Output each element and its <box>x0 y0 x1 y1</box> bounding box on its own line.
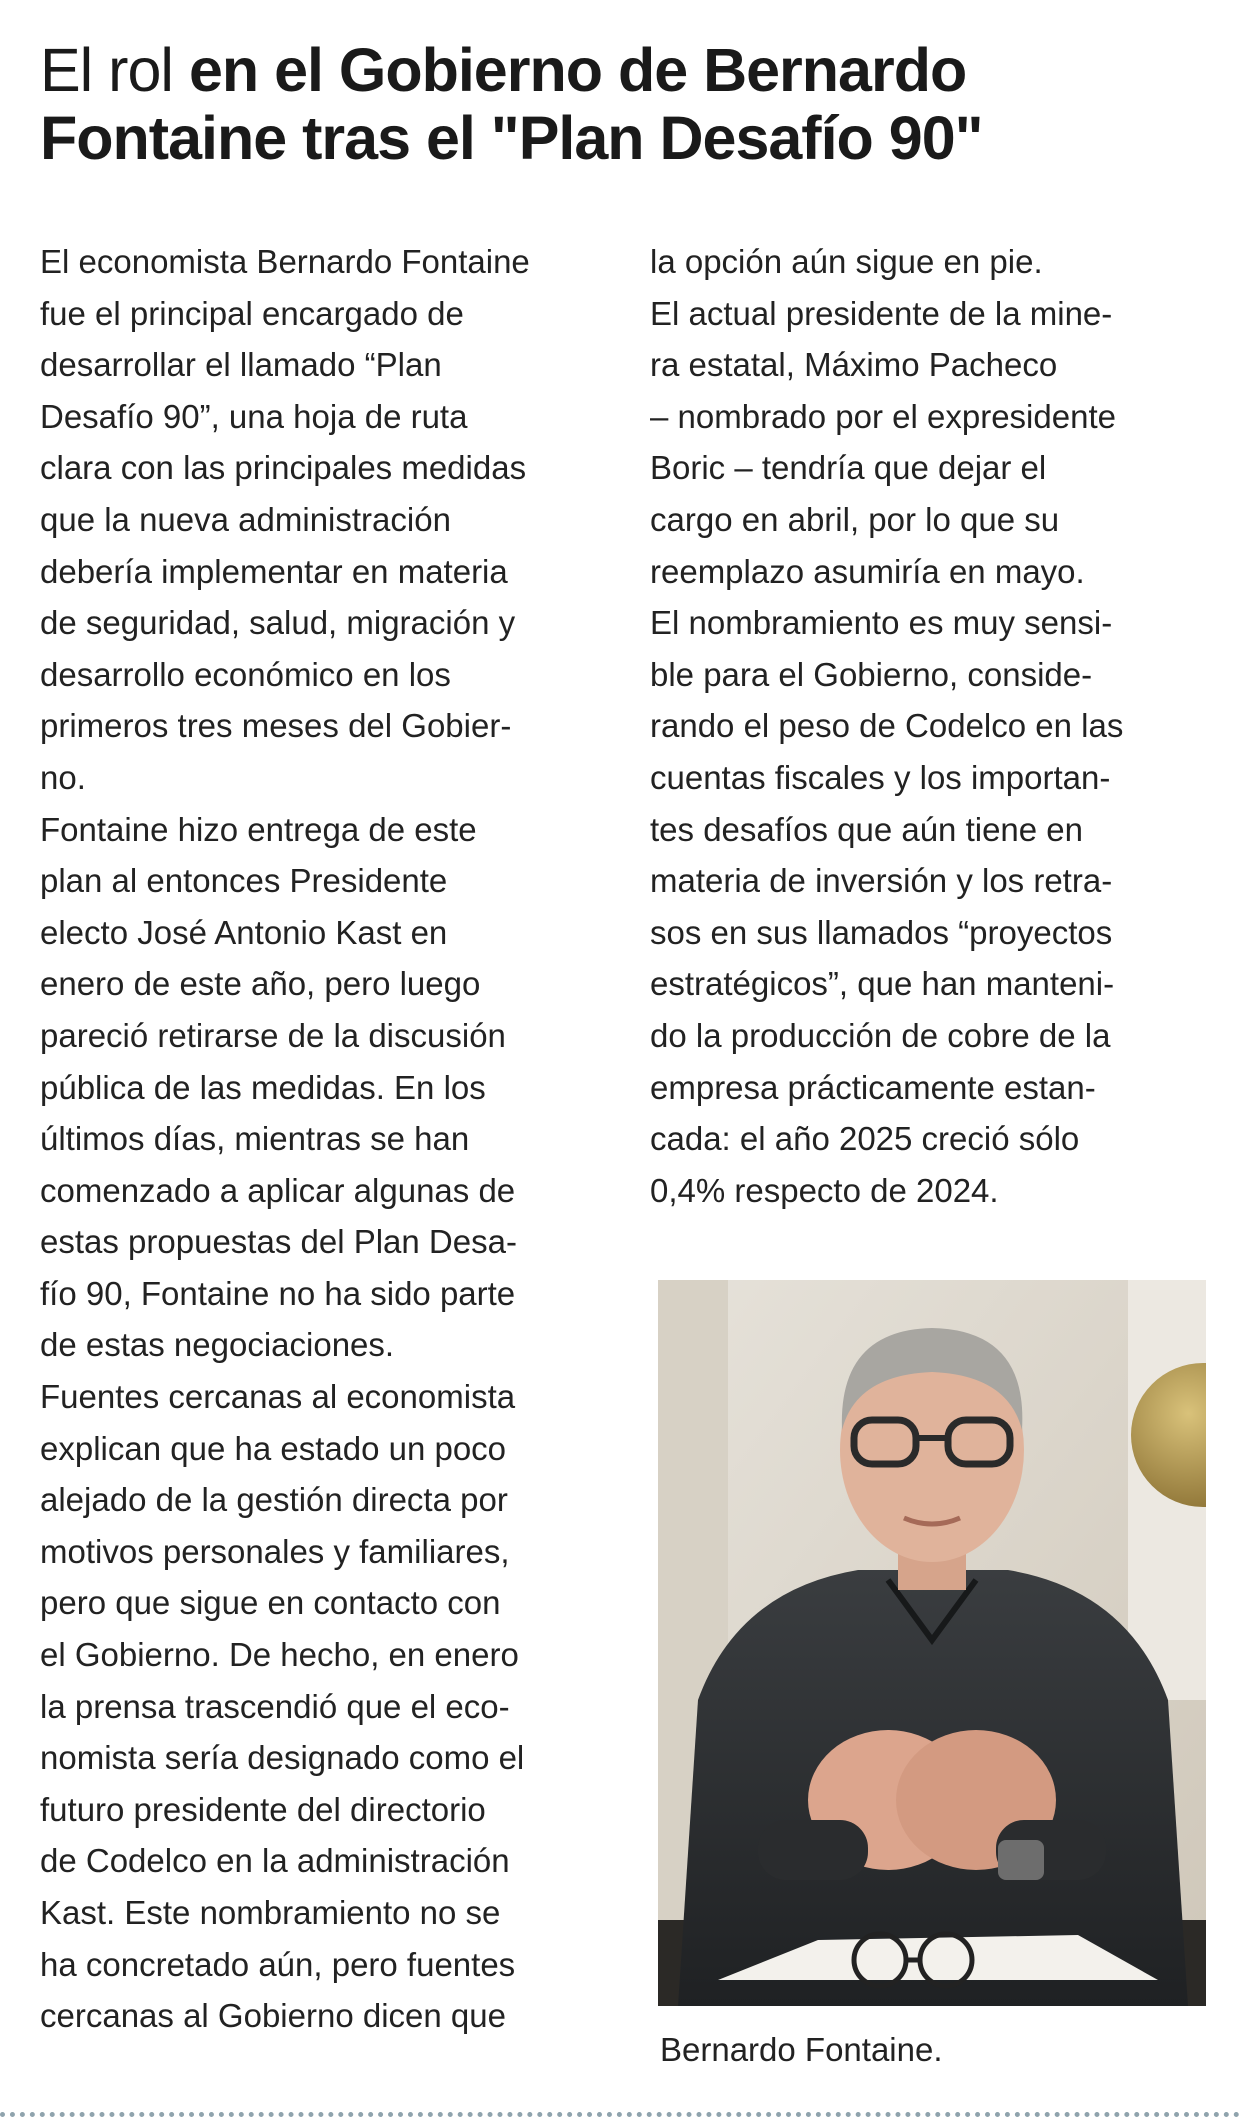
right-column-line: materia de inversión y los retra- <box>650 862 1113 900</box>
left-column-line: desarrollo económico en los <box>40 655 451 693</box>
right-column-line: El nombramiento es muy sensi- <box>650 604 1113 642</box>
left-column-line: Fuentes cercanas al economista <box>40 1378 516 1416</box>
left-column-line: futuro presidente del directorio <box>40 1790 486 1828</box>
right-column-line: reemplazo asumiría en mayo. <box>650 552 1085 590</box>
headline <box>40 36 1200 172</box>
right-column-line: cargo en abril, por lo que su <box>650 500 1060 538</box>
right-column-line: cada: el año 2025 creció sólo <box>650 1120 1080 1158</box>
left-column-line: últimos días, mientras se han <box>40 1120 470 1158</box>
left-column-line: ha concretado aún, pero fuentes <box>40 1945 516 1983</box>
left-column-line: debería implementar en materia <box>40 552 508 590</box>
right-column-line: cuentas fiscales y los importan- <box>650 758 1111 796</box>
left-column-line: pública de las medidas. En los <box>40 1068 486 1106</box>
portrait-photo <box>658 1280 1206 2006</box>
left-column-line: no. <box>40 758 86 796</box>
left-column-line: de estas negociaciones. <box>40 1326 395 1364</box>
left-column-line: Kast. Este nombramiento no se <box>40 1894 501 1931</box>
left-column-line: nomista sería designado como el <box>40 1739 525 1777</box>
right-column-line: estratégicos”, que han manteni- <box>650 965 1115 1003</box>
right-column-line: rando el peso de Codelco en las <box>650 707 1124 745</box>
right-column-line: sos en sus llamados “proyectos <box>650 913 1113 951</box>
right-column-line: la opción aún sigue en pie. <box>650 243 1043 280</box>
left-column-line: fío 90, Fontaine no ha sido parte <box>40 1274 516 1312</box>
left-column-line: de Codelco en la administración <box>40 1842 510 1880</box>
right-column <box>650 236 1210 1216</box>
right-column-line: – nombrado por el expresidente <box>650 397 1116 435</box>
headline-bold-1: en el Gobierno de Bernardo <box>188 36 967 104</box>
left-column-line: la prensa trascendió que el eco- <box>40 1687 510 1725</box>
left-column-line: clara con las principales medidas <box>40 449 527 487</box>
left-column-line: alejado de la gestión directa por <box>40 1481 508 1519</box>
left-column-line: enero de este año, pero luego <box>40 965 481 1003</box>
left-column-line: explican que ha estado un poco <box>40 1429 507 1467</box>
left-column-line: Desafío 90”, una hoja de ruta <box>40 397 468 435</box>
left-column-line: El economista Bernardo Fontaine <box>40 243 530 280</box>
left-column-line: Fontaine hizo entrega de este <box>40 810 477 848</box>
left-column-line: pareció retirarse de la discusión <box>40 1016 506 1054</box>
right-column-line: ble para el Gobierno, conside- <box>650 655 1093 693</box>
right-column-line: tes desafíos que aún tiene en <box>650 810 1083 848</box>
left-column-line: cercanas al Gobierno dicen que <box>40 1997 506 2035</box>
left-column-line: electo José Antonio Kast en <box>40 913 448 951</box>
left-column-line: fue el principal encargado de <box>40 294 464 332</box>
portrait-illustration <box>658 1280 1206 2006</box>
left-column-line: que la nueva administración <box>40 500 451 538</box>
headline-light: El rol <box>40 36 189 104</box>
right-column-line: empresa prácticamente estan- <box>650 1068 1096 1106</box>
left-column-line: estas propuestas del Plan Desa- <box>40 1223 517 1261</box>
left-column-line: desarrollar el llamado “Plan <box>40 346 442 384</box>
left-column-line: el Gobierno. De hecho, en enero <box>40 1636 519 1674</box>
headline-bold-2: Fontaine tras el "Plan Desafío 90" <box>40 104 983 172</box>
left-column-line: comenzado a aplicar algunas de <box>40 1171 516 1209</box>
right-column-line: ra estatal, Máximo Pacheco <box>650 346 1058 384</box>
right-column-line: Boric – tendría que dejar el <box>650 449 1047 487</box>
left-column-line: primeros tres meses del Gobier- <box>40 707 512 745</box>
dotted-separator <box>0 2112 1240 2117</box>
right-column-line: 0,4% respecto de 2024. <box>650 1171 999 1209</box>
left-column-line: pero que sigue en contacto con <box>40 1584 501 1622</box>
left-column-line: motivos personales y familiares, <box>40 1532 510 1570</box>
left-column-line: plan al entonces Presidente <box>40 862 448 900</box>
right-column-line: do la producción de cobre de la <box>650 1016 1111 1054</box>
right-column-line: El actual presidente de la mine- <box>650 294 1113 332</box>
photo-caption: Bernardo Fontaine. <box>660 2031 943 2068</box>
left-column-line: de seguridad, salud, migración y <box>40 604 516 642</box>
left-column <box>40 236 630 2042</box>
